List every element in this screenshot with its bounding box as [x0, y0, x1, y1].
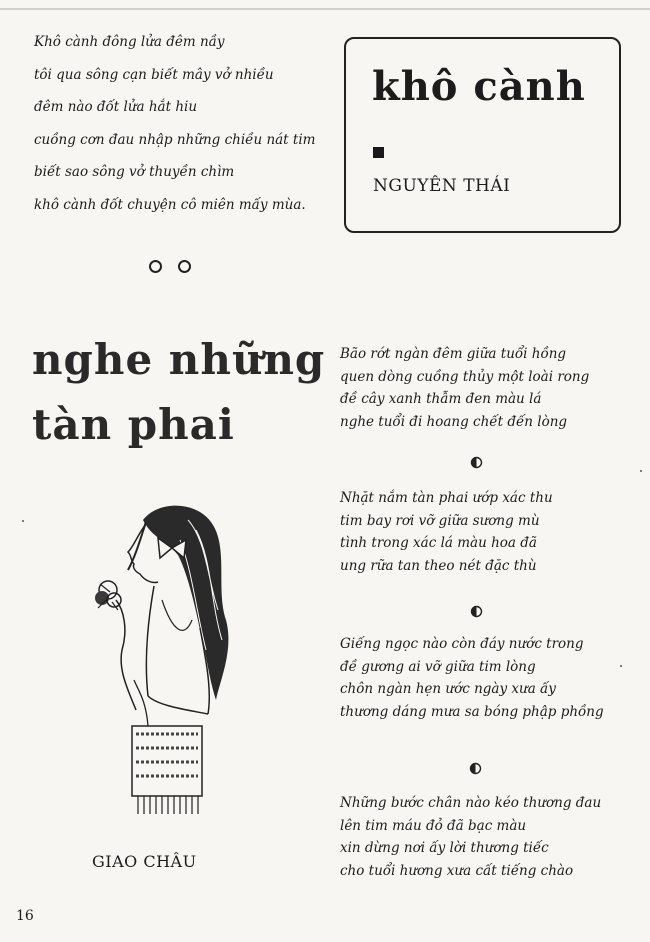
ink-speck — [640, 470, 642, 472]
stanza-line: đề cây xanh thẫm đen màu lá — [340, 391, 542, 407]
poem-title: khô cành — [372, 63, 586, 110]
stanza-2 — [340, 487, 553, 577]
poem-title-box — [344, 37, 621, 233]
ornament-ring-icon — [149, 260, 162, 273]
stanza-1 — [340, 343, 589, 433]
top-edge-rule — [0, 8, 650, 10]
poem-kho-canh — [34, 28, 315, 224]
stanza-line: Bão rớt ngàn đêm giữa tuổi hồng — [340, 346, 567, 362]
stanza-line: Nhặt nắm tàn phai ướp xác thu — [340, 490, 553, 506]
stanza-line: tim bay rơi vỡ giữa sương mù — [340, 512, 540, 529]
ink-speck — [620, 665, 622, 667]
page-number: 16 — [16, 908, 34, 924]
divider-dot-icon — [470, 605, 483, 618]
stanza-line: cho tuổi hương xưa cất tiếng chào — [340, 862, 574, 879]
poem-line: khô cành đốt chuyện cô miên mấy mùa. — [34, 196, 306, 213]
poem-line: đêm nào đốt lửa hắt hiu — [34, 99, 198, 116]
divider-dot-icon — [470, 456, 483, 469]
square-bullet-icon — [373, 147, 384, 158]
stanza-line: thương dáng mưa sa bóng phập phồng — [340, 703, 604, 720]
poem-author: NGUYÊN THÁI — [373, 176, 511, 196]
stanza-3 — [340, 633, 604, 723]
poem-line: Khô cành đông lửa đêm nầy — [34, 34, 225, 50]
stanza-line: xin dừng nơi ấy lời thương tiếc — [340, 840, 549, 856]
stanza-line: lên tim máu đỏ đã bạc màu — [340, 817, 527, 834]
stanza-line: quen dòng cuồng thủy một loài rong — [340, 368, 590, 385]
stanza-line: chôn ngàn hẹn ước ngày xưa ấy — [340, 681, 556, 697]
poem-line: biết sao sông vở thuyền chìm — [34, 164, 235, 181]
stanza-line: đề gương ai vỡ giữa tim lòng — [340, 658, 536, 675]
stanza-line: nghe tuổi đi hoang chết đến lòng — [340, 413, 568, 430]
poem-title-line-2: tàn phai — [32, 400, 235, 449]
poem-author: GIAO CHÂU — [92, 852, 197, 871]
stanza-line: Giếng ngọc nào còn đáy nước trong — [340, 636, 584, 652]
ornament-ring-icon — [178, 260, 191, 273]
poem-title-line-1: nghe những — [32, 335, 326, 384]
poem-line: tôi qua sông cạn biết mây vở nhiều — [34, 66, 274, 83]
ink-speck — [22, 520, 24, 522]
stanza-4 — [340, 792, 601, 882]
stanza-line: tình trong xác lá màu hoa đã — [340, 535, 537, 551]
divider-dot-icon — [469, 762, 482, 775]
stanza-line: Những bước chân nào kéo thương đau — [340, 795, 602, 811]
woman-illustration — [88, 500, 248, 820]
poem-line: cuồng cơn đau nhập những chiều nát tim — [34, 131, 316, 148]
stanza-line: ung rữa tan theo nét đặc thù — [340, 557, 537, 574]
